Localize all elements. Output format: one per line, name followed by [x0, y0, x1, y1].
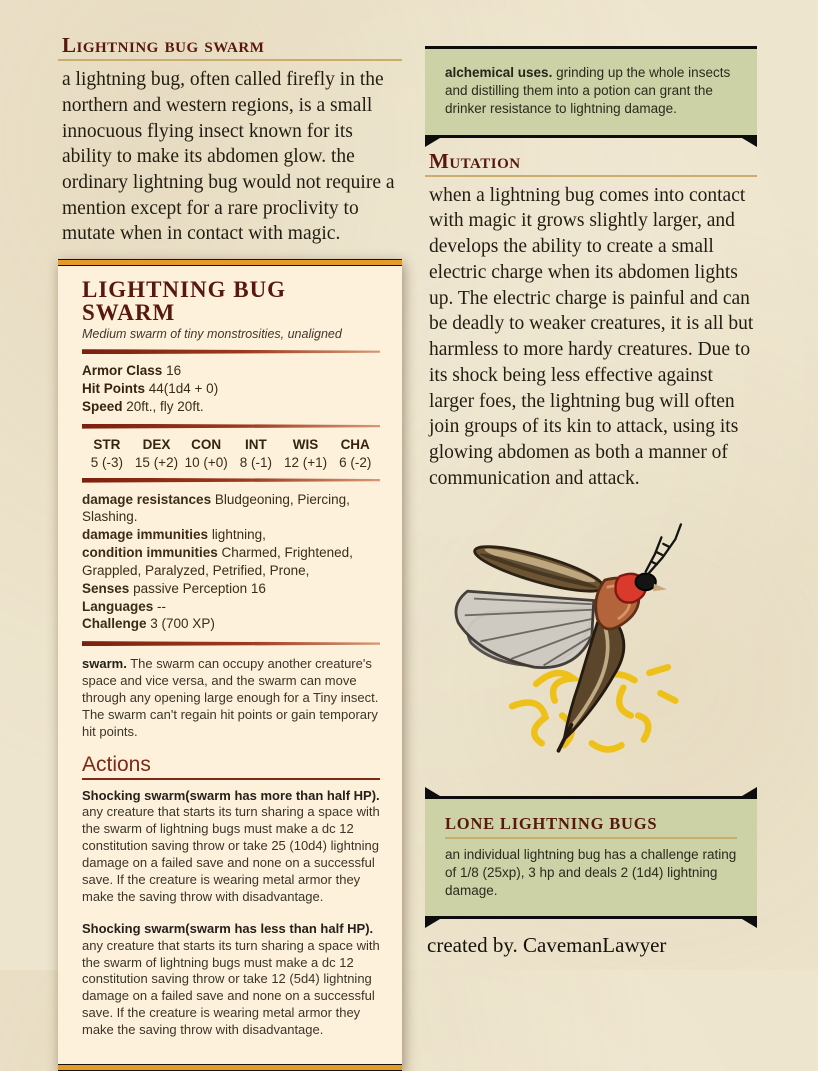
mutation-heading: Mutation: [425, 150, 757, 177]
page-title: Lightning bug swarm: [58, 34, 402, 61]
statblock-body: [58, 266, 402, 1064]
speed-value: 20ft., fly 20ft.: [126, 398, 204, 414]
lone-lightning-bugs-heading: LONE LIGHTNING BUGS: [445, 814, 737, 839]
ability-scores-table: [82, 437, 380, 470]
beak: [653, 583, 667, 590]
statblock-bottom-bar: [58, 1064, 402, 1071]
author-credit: created by. CavemanLawyer: [427, 933, 667, 958]
trait-swarm: swarm. The swarm can occupy another creature's space and vice versa, and the swarm can move through any opening large enough for a Tiny insect. The swarm can't regain hit points or gain temporary hit points.: [82, 656, 379, 739]
statblock-subtitle: Medium swarm of tiny monstrosities, unaligned: [82, 327, 342, 342]
ability-dex: DEX 15 (+2): [134, 436, 179, 470]
corner-triangle-icon: [425, 138, 440, 147]
property-condition-immunities: condition immunities Charmed, Frightened, Grappled, Paralyzed, Petrified, Prone,: [82, 545, 353, 578]
property-challenge: Challenge 3 (700 XP): [82, 616, 215, 632]
tapered-rule: [82, 424, 380, 429]
property-senses: Senses passive Perception 16: [82, 580, 266, 596]
stat-block: [58, 259, 402, 1071]
corner-triangle-icon: [742, 138, 757, 147]
ability-wis: WIS 12 (+1): [283, 436, 328, 470]
corner-triangle-icon: [425, 919, 440, 928]
mutation-paragraph: when a lightning bug comes into contact with magic it grows slightly larger, and develops the ability to create a small electric charge when its abdomen lights up. The electric charge is painful and can be deadly to weaker creatures, it is all but harmless to more hardy creatures. Due to its shock being less effective against larger foes, the lightning bug will often join groups of its kin to attack, using its glowing abdomen as both a manner of communication and attack.: [429, 184, 754, 489]
ability-int: INT 8 (-1): [239, 436, 272, 470]
hit-points-line: [82, 380, 380, 398]
elytron: [471, 538, 607, 600]
statblock-top-bar: [58, 259, 402, 266]
alchemical-uses-text: alchemical uses. grinding up the whole insects and distilling them into a potion can grant the drinker resistance to lightning damage.: [445, 65, 731, 117]
armor-class-label: Armor Class: [82, 363, 163, 379]
tapered-rule: [82, 349, 380, 354]
tapered-rule: [82, 641, 380, 646]
head: [635, 573, 655, 590]
action-shocking-swarm-more-half: Shocking swarm(swarm has more than half HP). any creature that starts its turn sharing a space with the swarm of lightning bugs must make a dc 12 constitution saving throw or take 25 (10d4) lightning damage on a failed save and none on a successful save. If the creature is wearing metal armor they make the saving throw with disadvantage.: [82, 787, 380, 904]
intro-paragraph: a lightning bug, often called firefly in the northern and western regions, is a small innocuous flying insect known for its ability to make its abdomen glow. the ordinary lightning bug would not require a mention except for a rare proclivity to mutate when in contact with magic.: [62, 69, 395, 245]
ability-str: STR 5 (-3): [90, 436, 123, 470]
left-column: [58, 34, 402, 1071]
speed-label: Speed: [82, 398, 123, 414]
tapered-rule: [82, 478, 380, 483]
property-damage-resistances: damage resistances Bludgeoning, Piercing, Slashing.: [82, 491, 350, 525]
corner-triangle-icon: [742, 919, 757, 928]
corner-triangle-icon: [425, 787, 440, 796]
property-languages: Languages --: [82, 598, 167, 614]
armor-class-value: 16: [166, 363, 182, 379]
ability-con: CON 10 (+0): [184, 436, 228, 470]
speed-line: [82, 398, 380, 416]
property-damage-immunities: damage immunities lightning,: [82, 527, 266, 543]
lone-lightning-bugs-text: an individual lightning bug has a challenge rating of 1/8 (25xp), 3 hp and deals 2 (1d4) lightning damage.: [445, 846, 737, 898]
properties-list: [82, 491, 380, 634]
hit-points-value: 44(1d4 + 0): [148, 381, 219, 396]
armor-class-line: [82, 362, 380, 380]
firefly-illustration: [423, 504, 757, 786]
actions-heading: Actions: [82, 753, 380, 780]
statblock-title: LIGHTNING BUG SWARM: [82, 277, 287, 326]
note-border-top: [425, 796, 757, 799]
note-border-top: [425, 46, 757, 49]
corner-triangle-icon: [742, 787, 757, 796]
antennae: [646, 524, 681, 573]
action-shocking-swarm-less-half: Shocking swarm(swarm has less than half HP). any creature that starts its turn sharing a space with the swarm of lightning bugs must make a dc 12 constitution saving throw or take 12 (5d4) lightning damage on a failed save and none on a successful save. If the creature is wearing metal armor they make the saving throw with disadvantage.: [82, 920, 380, 1038]
alchemical-uses-note: [425, 46, 757, 138]
right-column: [425, 38, 757, 958]
ability-cha: CHA 6 (-2): [339, 436, 372, 470]
note-border-bottom: [425, 916, 757, 919]
note-border-bottom: [425, 135, 757, 138]
lone-lightning-bugs-note: [425, 796, 757, 920]
hit-points-label: Hit Points: [82, 381, 145, 396]
